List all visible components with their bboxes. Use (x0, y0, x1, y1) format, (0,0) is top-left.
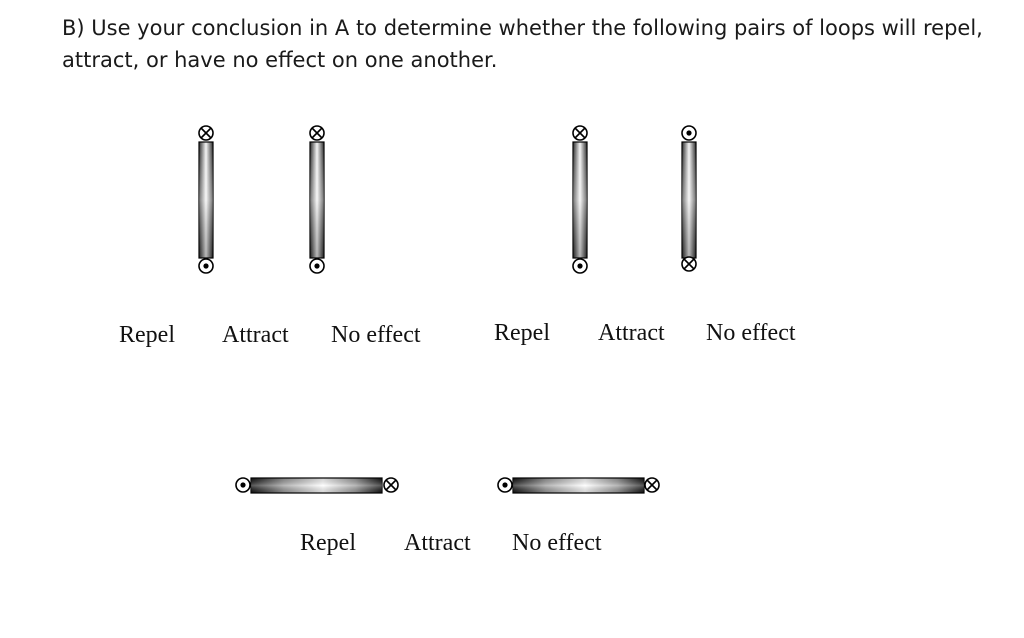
cross-icon (682, 257, 696, 271)
pair-2-option-attract[interactable]: Attract (598, 320, 665, 346)
dot-icon (310, 259, 324, 273)
dot-icon (199, 259, 213, 273)
dot-icon (498, 478, 512, 492)
pair-3-loop-a (236, 478, 398, 493)
pair-1-option-no-effect[interactable]: No effect (331, 322, 421, 348)
dot-icon (236, 478, 250, 492)
pair-3-loop-b (498, 478, 659, 493)
dot-icon (682, 126, 696, 140)
pair-1-loop-b (310, 126, 324, 273)
pair-3-option-repel[interactable]: Repel (300, 530, 356, 556)
question-text: B) Use your conclusion in A to determine whether the following pairs of loops will repel, attract, or have no effect on one another. (62, 16, 983, 72)
cross-icon (384, 478, 398, 492)
cross-icon (310, 126, 324, 140)
pair-1-option-repel[interactable]: Repel (119, 322, 175, 348)
pair-3-option-no-effect[interactable]: No effect (512, 530, 602, 556)
cross-icon (573, 126, 587, 140)
pair-3-option-attract[interactable]: Attract (404, 530, 471, 556)
pair-1-option-attract[interactable]: Attract (222, 322, 289, 348)
pair-2-loop-b (682, 126, 696, 271)
pair-2-option-no-effect[interactable]: No effect (706, 320, 796, 346)
cross-icon (645, 478, 659, 492)
dot-icon (573, 259, 587, 273)
pair-2-loop-a (573, 126, 587, 273)
pair-1-loop-a (199, 126, 213, 273)
cross-icon (199, 126, 213, 140)
pair-2-option-repel[interactable]: Repel (494, 320, 550, 346)
